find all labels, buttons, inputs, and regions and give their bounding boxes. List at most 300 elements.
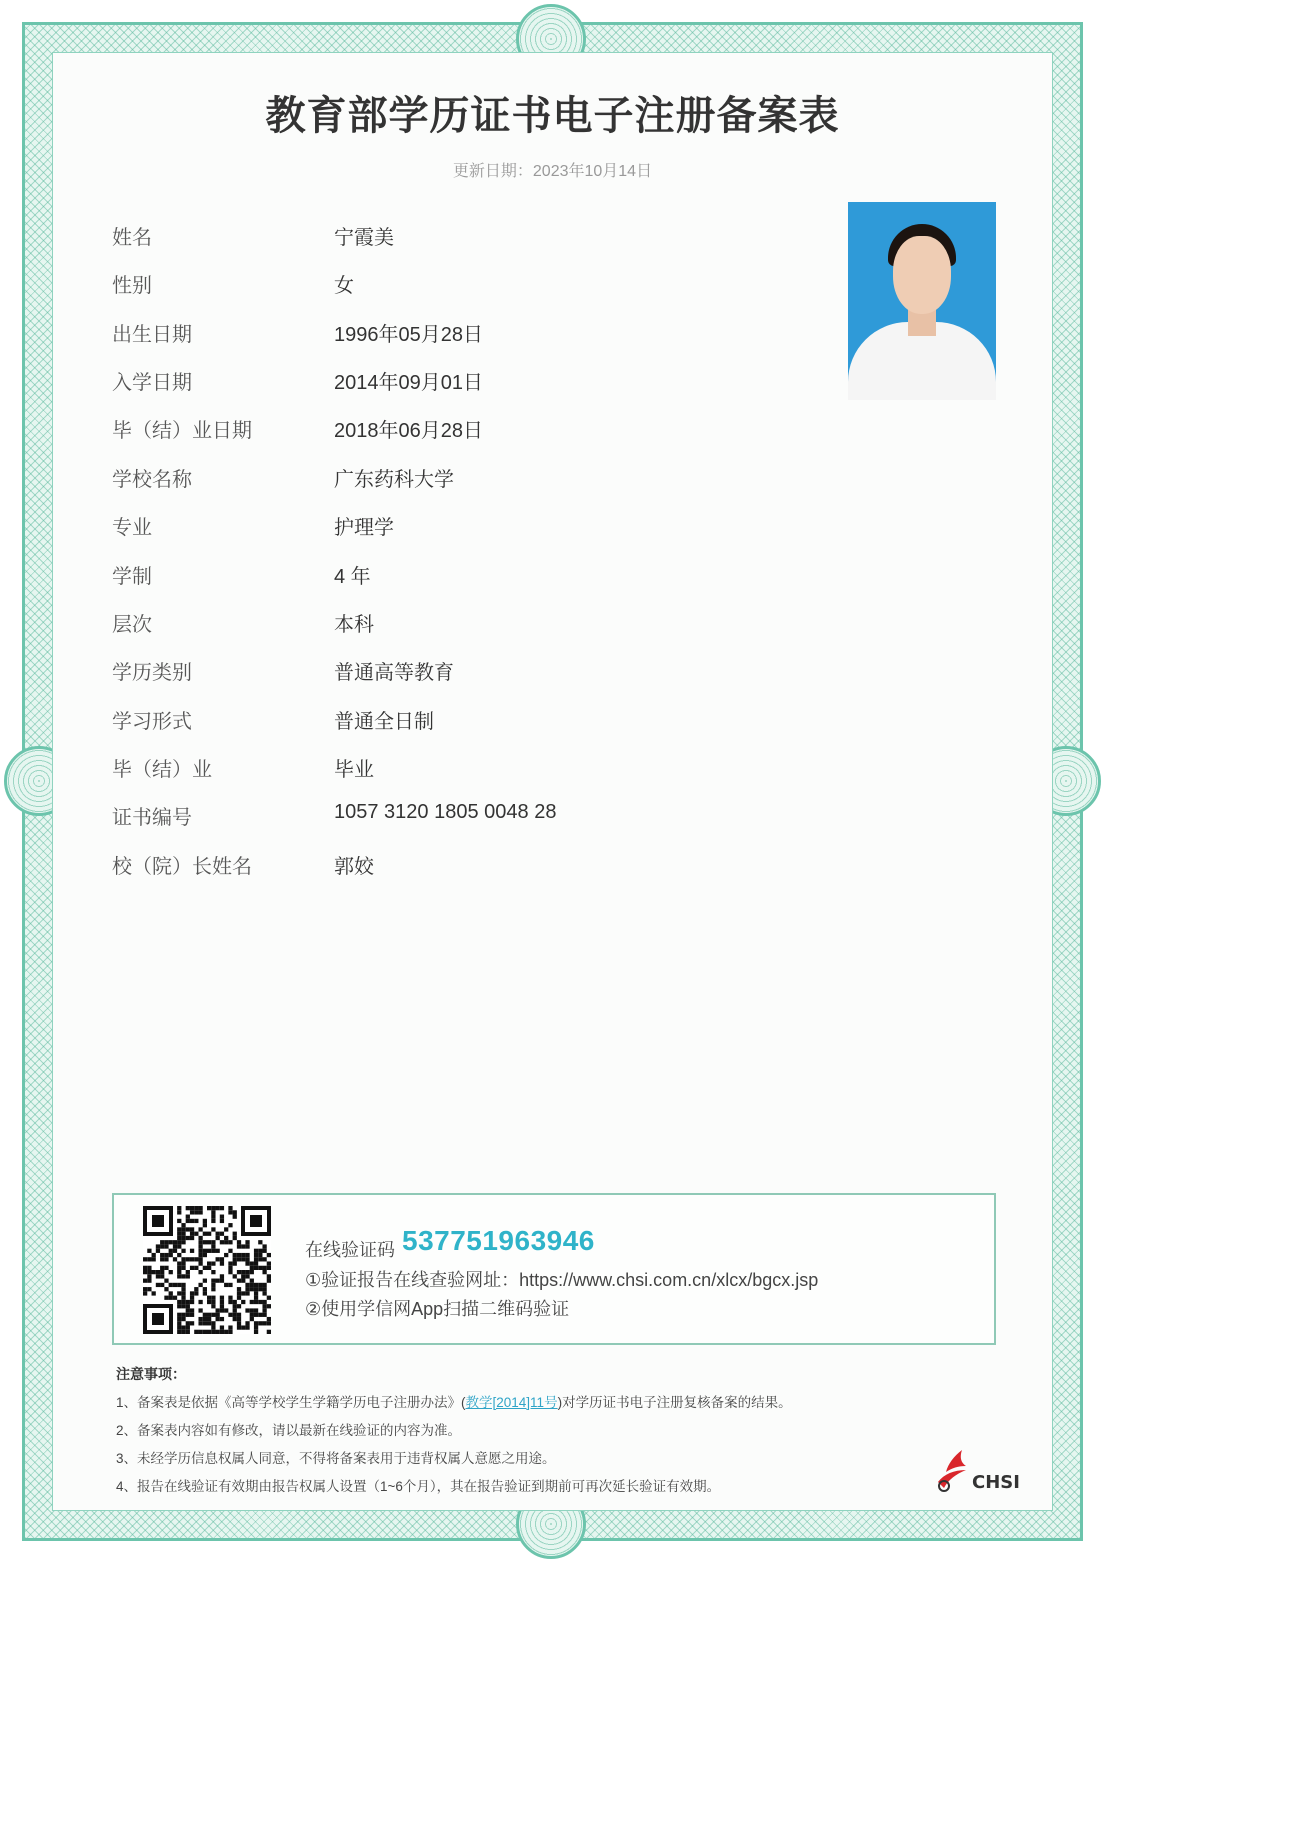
qr-module bbox=[254, 1249, 258, 1253]
qr-module bbox=[245, 1274, 249, 1278]
qr-module bbox=[177, 1227, 181, 1231]
qr-module bbox=[254, 1257, 258, 1261]
qr-module bbox=[211, 1300, 215, 1304]
qr-module bbox=[198, 1330, 202, 1334]
qr-module bbox=[267, 1296, 271, 1300]
qr-module bbox=[198, 1227, 202, 1231]
field-value: 本科 bbox=[334, 614, 374, 636]
qr-module bbox=[245, 1244, 249, 1248]
qr-module bbox=[211, 1206, 215, 1210]
qr-module bbox=[190, 1313, 194, 1317]
qr-module bbox=[216, 1308, 220, 1312]
qr-module bbox=[220, 1219, 224, 1223]
qr-module bbox=[245, 1321, 249, 1325]
qr-module bbox=[233, 1274, 237, 1278]
field-label: 证书编号 bbox=[112, 807, 192, 829]
qr-module bbox=[186, 1219, 190, 1223]
qr-module bbox=[211, 1330, 215, 1334]
qr-module bbox=[177, 1330, 181, 1334]
qr-module bbox=[224, 1330, 228, 1334]
qr-module bbox=[220, 1308, 224, 1312]
qr-module bbox=[262, 1287, 266, 1291]
qr-module bbox=[203, 1219, 207, 1223]
qr-module bbox=[233, 1304, 237, 1308]
qr-module bbox=[254, 1321, 258, 1325]
qr-module bbox=[254, 1266, 258, 1270]
qr-module bbox=[233, 1308, 237, 1312]
qr-module bbox=[186, 1300, 190, 1304]
qr-module bbox=[254, 1291, 258, 1295]
qr-module bbox=[254, 1313, 258, 1317]
qr-module bbox=[177, 1283, 181, 1287]
qr-module bbox=[258, 1300, 262, 1304]
qr-module bbox=[220, 1206, 224, 1210]
qr-module bbox=[245, 1283, 249, 1287]
field-value: 2014年09月01日 bbox=[334, 372, 483, 394]
qr-module bbox=[220, 1257, 224, 1261]
qr-module bbox=[177, 1291, 181, 1295]
qr-module bbox=[241, 1257, 245, 1261]
qr-module bbox=[147, 1274, 151, 1278]
qr-module bbox=[198, 1283, 202, 1287]
qr-module bbox=[203, 1253, 207, 1257]
qr-module bbox=[224, 1227, 228, 1231]
qr-module bbox=[186, 1227, 190, 1231]
qr-module bbox=[211, 1321, 215, 1325]
qr-module bbox=[160, 1266, 164, 1270]
qr-module bbox=[164, 1279, 168, 1283]
qr-module bbox=[177, 1244, 181, 1248]
qr-module bbox=[228, 1296, 232, 1300]
qr-module bbox=[143, 1291, 147, 1295]
qr-module bbox=[250, 1279, 254, 1283]
qr-module bbox=[267, 1261, 271, 1265]
qr-module bbox=[262, 1304, 266, 1308]
qr-module bbox=[237, 1313, 241, 1317]
qr-module bbox=[258, 1287, 262, 1291]
qr-module bbox=[194, 1287, 198, 1291]
qr-module bbox=[245, 1291, 249, 1295]
qr-module bbox=[254, 1308, 258, 1312]
qr-module bbox=[211, 1261, 215, 1265]
qr-module bbox=[198, 1240, 202, 1244]
qr-module bbox=[216, 1317, 220, 1321]
qr-module bbox=[254, 1253, 258, 1257]
note-item-2: 2、备案表内容如有修改，请以最新在线验证的内容为准。 bbox=[116, 1423, 462, 1438]
qr-module bbox=[194, 1210, 198, 1214]
qr-module bbox=[220, 1261, 224, 1265]
qr-module bbox=[224, 1283, 228, 1287]
qr-module bbox=[216, 1206, 220, 1210]
qr-module bbox=[186, 1321, 190, 1325]
qr-module bbox=[190, 1308, 194, 1312]
qr-module bbox=[203, 1291, 207, 1295]
qr-module bbox=[181, 1317, 185, 1321]
field-value: 普通高等教育 bbox=[334, 662, 454, 684]
qr-module bbox=[233, 1232, 237, 1236]
bird-icon bbox=[932, 1446, 976, 1494]
qr-module bbox=[207, 1266, 211, 1270]
qr-module bbox=[181, 1296, 185, 1300]
qr-module bbox=[169, 1291, 173, 1295]
qr-module bbox=[207, 1232, 211, 1236]
qr-module bbox=[198, 1249, 202, 1253]
qr-module bbox=[198, 1236, 202, 1240]
qr-module bbox=[258, 1257, 262, 1261]
qr-module bbox=[237, 1317, 241, 1321]
notes-title: 注意事项： bbox=[116, 1366, 186, 1382]
qr-module bbox=[186, 1270, 190, 1274]
qr-module bbox=[181, 1291, 185, 1295]
qr-module bbox=[211, 1325, 215, 1329]
qr-module bbox=[181, 1330, 185, 1334]
regulation-link[interactable]: 教学[2014]11号 bbox=[465, 1395, 558, 1410]
field-label: 毕（结）业日期 bbox=[112, 420, 252, 442]
qr-module bbox=[211, 1249, 215, 1253]
qr-module bbox=[164, 1287, 168, 1291]
qr-module bbox=[194, 1330, 198, 1334]
qr-module bbox=[254, 1283, 258, 1287]
qr-module bbox=[152, 1253, 156, 1257]
qr-module bbox=[258, 1313, 262, 1317]
qr-module bbox=[241, 1291, 245, 1295]
qr-module bbox=[250, 1317, 254, 1321]
note-item-4: 4、报告在线验证有效期由报告权属人设置（1~6个月），其在报告验证到期前可再次延长验证有效期。 bbox=[116, 1479, 721, 1494]
qr-module bbox=[156, 1283, 160, 1287]
qr-module bbox=[169, 1296, 173, 1300]
qr-module bbox=[203, 1249, 207, 1253]
qr-module bbox=[254, 1296, 258, 1300]
qr-module bbox=[207, 1296, 211, 1300]
qr-module bbox=[262, 1244, 266, 1248]
qr-module bbox=[250, 1270, 254, 1274]
qr-module bbox=[267, 1279, 271, 1283]
qr-module bbox=[237, 1257, 241, 1261]
qr-module bbox=[203, 1321, 207, 1325]
qr-module bbox=[228, 1300, 232, 1304]
qr-module bbox=[164, 1244, 168, 1248]
qr-module bbox=[160, 1257, 164, 1261]
qr-module bbox=[220, 1325, 224, 1329]
qr-module bbox=[181, 1249, 185, 1253]
qr-module bbox=[211, 1283, 215, 1287]
qr-module bbox=[190, 1227, 194, 1231]
field-value: 4 年 bbox=[334, 566, 371, 588]
qr-module bbox=[198, 1308, 202, 1312]
qr-module bbox=[147, 1279, 151, 1283]
field-label: 校（院）长姓名 bbox=[112, 856, 252, 878]
qr-module bbox=[169, 1249, 173, 1253]
qr-module bbox=[173, 1296, 177, 1300]
qr-module bbox=[262, 1266, 266, 1270]
qr-module bbox=[250, 1261, 254, 1265]
qr-module bbox=[198, 1270, 202, 1274]
qr-module bbox=[177, 1304, 181, 1308]
qr-module bbox=[177, 1313, 181, 1317]
qr-module bbox=[233, 1300, 237, 1304]
qr-module bbox=[207, 1261, 211, 1265]
qr-module bbox=[177, 1266, 181, 1270]
qr-module bbox=[181, 1274, 185, 1278]
qr-module bbox=[216, 1236, 220, 1240]
qr-module bbox=[177, 1274, 181, 1278]
qr-module bbox=[220, 1330, 224, 1334]
qr-module bbox=[211, 1244, 215, 1248]
qr-module bbox=[164, 1253, 168, 1257]
qr-module bbox=[237, 1270, 241, 1274]
qr-module bbox=[220, 1240, 224, 1244]
field-value: 郭姣 bbox=[334, 856, 374, 878]
qr-module bbox=[181, 1236, 185, 1240]
qr-module bbox=[190, 1206, 194, 1210]
qr-module bbox=[211, 1287, 215, 1291]
qr-module bbox=[177, 1219, 181, 1223]
qr-module bbox=[228, 1223, 232, 1227]
qr-module bbox=[198, 1253, 202, 1257]
qr-module bbox=[190, 1232, 194, 1236]
qr-module bbox=[147, 1249, 151, 1253]
qr-module bbox=[216, 1249, 220, 1253]
qr-module bbox=[177, 1270, 181, 1274]
qr-module bbox=[186, 1206, 190, 1210]
document-title: 教育部学历证书电子注册备案表 bbox=[265, 93, 840, 139]
qr-module bbox=[267, 1304, 271, 1308]
qr-module bbox=[198, 1210, 202, 1214]
qr-module bbox=[194, 1219, 198, 1223]
qr-module bbox=[198, 1317, 202, 1321]
qr-module bbox=[220, 1300, 224, 1304]
qr-module bbox=[194, 1232, 198, 1236]
qr-module bbox=[262, 1257, 266, 1261]
qr-module bbox=[177, 1240, 181, 1244]
qr-module bbox=[211, 1304, 215, 1308]
qr-module bbox=[237, 1240, 241, 1244]
field-value: 1996年05月28日 bbox=[334, 324, 483, 346]
qr-module bbox=[241, 1325, 245, 1329]
qr-module bbox=[177, 1261, 181, 1265]
qr-module bbox=[228, 1206, 232, 1210]
qr-module bbox=[267, 1274, 271, 1278]
qr-module bbox=[228, 1261, 232, 1265]
qr-module bbox=[228, 1283, 232, 1287]
qr-module bbox=[160, 1240, 164, 1244]
qr-module bbox=[156, 1270, 160, 1274]
qr-module bbox=[190, 1296, 194, 1300]
qr-module bbox=[262, 1249, 266, 1253]
qr-module bbox=[203, 1313, 207, 1317]
field-value: 毕业 bbox=[334, 759, 374, 781]
qr-module bbox=[245, 1257, 249, 1261]
qr-module bbox=[258, 1253, 262, 1257]
qr-module bbox=[203, 1287, 207, 1291]
qr-module bbox=[207, 1317, 211, 1321]
qr-module bbox=[181, 1313, 185, 1317]
field-value: 女 bbox=[334, 275, 354, 297]
qr-module bbox=[186, 1313, 190, 1317]
qr-module bbox=[152, 1257, 156, 1261]
logo-text: CHSI bbox=[972, 1472, 1020, 1493]
field-label: 层次 bbox=[112, 614, 152, 636]
qr-module bbox=[194, 1257, 198, 1261]
qr-module bbox=[258, 1240, 262, 1244]
qr-module bbox=[194, 1206, 198, 1210]
field-label: 毕（结）业 bbox=[112, 759, 212, 781]
qr-module bbox=[211, 1313, 215, 1317]
qr-module bbox=[237, 1304, 241, 1308]
qr-module bbox=[258, 1249, 262, 1253]
qr-module bbox=[241, 1244, 245, 1248]
qr-module bbox=[181, 1223, 185, 1227]
qr-module bbox=[258, 1266, 262, 1270]
qr-module bbox=[177, 1236, 181, 1240]
qr-module bbox=[156, 1274, 160, 1278]
qr-module bbox=[254, 1261, 258, 1265]
qr-module bbox=[186, 1325, 190, 1329]
qr-module bbox=[245, 1325, 249, 1329]
field-label: 学制 bbox=[112, 566, 152, 588]
qr-module bbox=[267, 1321, 271, 1325]
qr-module bbox=[177, 1300, 181, 1304]
qr-module bbox=[203, 1232, 207, 1236]
qr-module bbox=[186, 1257, 190, 1261]
qr-module bbox=[237, 1325, 241, 1329]
qr-module bbox=[245, 1253, 249, 1257]
qr-module bbox=[173, 1240, 177, 1244]
qr-module bbox=[160, 1274, 164, 1278]
qr-module bbox=[258, 1321, 262, 1325]
qr-module bbox=[160, 1253, 164, 1257]
verify-code-label: 在线验证码 bbox=[305, 1240, 395, 1260]
qr-module bbox=[160, 1244, 164, 1248]
qr-module bbox=[181, 1283, 185, 1287]
qr-module bbox=[254, 1287, 258, 1291]
qr-module bbox=[173, 1257, 177, 1261]
qr-module bbox=[237, 1253, 241, 1257]
qr-module bbox=[262, 1300, 266, 1304]
qr-module bbox=[211, 1227, 215, 1231]
qr-module bbox=[245, 1261, 249, 1265]
qr-module bbox=[194, 1266, 198, 1270]
qr-module bbox=[181, 1257, 185, 1261]
field-label: 入学日期 bbox=[112, 372, 192, 394]
qr-module bbox=[262, 1308, 266, 1312]
qr-module bbox=[181, 1240, 185, 1244]
qr-module bbox=[237, 1291, 241, 1295]
qr-module bbox=[198, 1257, 202, 1261]
qr-module bbox=[233, 1253, 237, 1257]
id-photo bbox=[848, 202, 996, 400]
qr-module bbox=[177, 1210, 181, 1214]
qr-module bbox=[228, 1313, 232, 1317]
qr-module bbox=[262, 1321, 266, 1325]
verify-url-line[interactable]: ①验证报告在线查验网址：https://www.chsi.com.cn/xlcx/bgcx.jsp bbox=[305, 1270, 819, 1290]
qr-module bbox=[190, 1249, 194, 1253]
note-text: )对学历证书电子注册复核备案的结果。 bbox=[557, 1395, 792, 1410]
qr-module bbox=[220, 1296, 224, 1300]
qr-module bbox=[207, 1240, 211, 1244]
qr-module bbox=[228, 1249, 232, 1253]
qr-module bbox=[233, 1257, 237, 1261]
qr-module bbox=[262, 1313, 266, 1317]
qr-module bbox=[237, 1321, 241, 1325]
qr-module bbox=[233, 1261, 237, 1265]
qr-module bbox=[241, 1274, 245, 1278]
qr-module bbox=[198, 1244, 202, 1248]
qr-module bbox=[186, 1236, 190, 1240]
qr-module bbox=[181, 1304, 185, 1308]
qr-module bbox=[143, 1257, 147, 1261]
qr-module bbox=[198, 1321, 202, 1325]
qr-module bbox=[220, 1232, 224, 1236]
qr-module bbox=[177, 1253, 181, 1257]
qr-module bbox=[254, 1300, 258, 1304]
qr-module bbox=[245, 1270, 249, 1274]
qr-module bbox=[147, 1287, 151, 1291]
qr-module bbox=[190, 1236, 194, 1240]
qr-module bbox=[177, 1206, 181, 1210]
qr-module bbox=[147, 1266, 151, 1270]
field-value: 1057 3120 1805 0048 28 bbox=[334, 801, 557, 823]
qr-module bbox=[254, 1330, 258, 1334]
qr-module bbox=[190, 1210, 194, 1214]
qr-module bbox=[164, 1257, 168, 1261]
verify-code: 537751963946 bbox=[402, 1225, 595, 1256]
qr-module bbox=[186, 1274, 190, 1278]
qr-module bbox=[220, 1215, 224, 1219]
qr-module bbox=[245, 1287, 249, 1291]
qr-module bbox=[198, 1261, 202, 1265]
qr-module bbox=[228, 1210, 232, 1214]
field-label: 出生日期 bbox=[112, 324, 192, 346]
qr-module bbox=[181, 1287, 185, 1291]
qr-code-icon[interactable] bbox=[143, 1206, 271, 1334]
qr-module bbox=[220, 1304, 224, 1308]
qr-module bbox=[211, 1270, 215, 1274]
qr-module bbox=[216, 1330, 220, 1334]
qr-module bbox=[245, 1308, 249, 1312]
qr-module bbox=[216, 1257, 220, 1261]
qr-module bbox=[198, 1206, 202, 1210]
qr-module bbox=[186, 1330, 190, 1334]
qr-module bbox=[228, 1240, 232, 1244]
qr-module bbox=[181, 1325, 185, 1329]
qr-module bbox=[203, 1240, 207, 1244]
field-label: 学校名称 bbox=[112, 469, 192, 491]
qr-module bbox=[181, 1232, 185, 1236]
qr-module bbox=[203, 1223, 207, 1227]
qr-module bbox=[267, 1266, 271, 1270]
qr-module bbox=[237, 1244, 241, 1248]
qr-module bbox=[224, 1240, 228, 1244]
qr-module bbox=[186, 1215, 190, 1219]
qr-module bbox=[254, 1325, 258, 1329]
qr-module bbox=[262, 1283, 266, 1287]
qr-module bbox=[211, 1296, 215, 1300]
qr-module bbox=[177, 1321, 181, 1325]
qr-module bbox=[250, 1283, 254, 1287]
qr-module bbox=[224, 1236, 228, 1240]
qr-module bbox=[156, 1249, 160, 1253]
qr-module bbox=[228, 1325, 232, 1329]
qr-module bbox=[186, 1304, 190, 1308]
qr-module bbox=[224, 1308, 228, 1312]
qr-module bbox=[258, 1283, 262, 1287]
qr-module bbox=[207, 1249, 211, 1253]
qr-module bbox=[190, 1257, 194, 1261]
note-item-3: 3、未经学历信息权属人同意，不得将备案表用于违背权属人意愿之用途。 bbox=[116, 1451, 556, 1466]
qr-module bbox=[147, 1257, 151, 1261]
qr-module bbox=[262, 1291, 266, 1295]
